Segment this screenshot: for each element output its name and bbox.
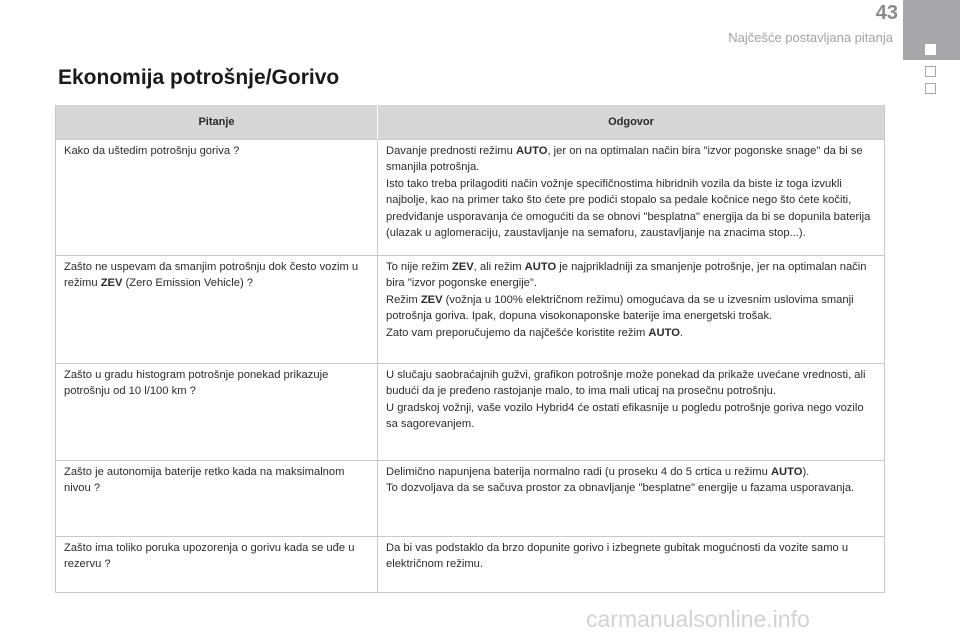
page-title: Ekonomija potrošnje/Gorivo (58, 66, 340, 89)
table-row (56, 139, 884, 255)
answer-cell (378, 140, 884, 255)
text-run: Zašto je autonomija baterije retko kada na maksimalnom nivou ? (64, 466, 345, 495)
text-run: , ali režim (473, 261, 525, 273)
question-cell (56, 140, 378, 255)
text-run: . (679, 326, 684, 339)
text-run: Režim (386, 293, 421, 306)
text-run: Delimično napunjena baterija normalno radi (u proseku 4 do 5 crtica u režimu (386, 466, 771, 478)
question-text (64, 540, 369, 573)
text-run: , jer on na optimalan način bira "izvor pogonske snage" da bi se smanjila potrošnja. (386, 145, 863, 174)
question-cell (56, 364, 378, 460)
text-run: Isto tako treba prilagoditi način vožnje specifičnostima hibridnih vozila da biste iz toga izvukli najbolje, kao na primer tako što ćete pre podići stopalo sa pedale kočnice nego što ćete kočiti, predviđanje usporavanja će omogućiti da se obnovi "besplatna" energija da bi se dopunila baterija (ulazak u aglomeraciju, zaustavljanje na semaforu, zaustavljanje na znacima stop...). (386, 177, 871, 240)
answer-paragraph (386, 143, 876, 176)
text-run: (Zero Emission Vehicle) ? (122, 277, 254, 290)
question-text (64, 464, 369, 497)
emphasis-text: ZEV (420, 293, 443, 306)
table-row (56, 255, 884, 363)
text-run: Zašto u gradu histogram potrošnje ponekad prikazuje potrošnju od 10 l/100 km ? (64, 369, 329, 398)
question-cell (56, 537, 378, 592)
text-run: To nije režim (386, 261, 452, 273)
emphasis-text: ZEV (100, 277, 123, 290)
emphasis-text: AUTO (524, 261, 557, 273)
question-cell (56, 256, 378, 363)
column-header-question: Pitanje (56, 105, 378, 139)
faq-table (55, 105, 885, 593)
text-run: Kako da uštedim potrošnju goriva ? (64, 145, 240, 157)
answer-paragraph (386, 540, 876, 573)
answer-cell (378, 537, 884, 592)
emphasis-text: AUTO (648, 326, 680, 339)
page-number: 43 (875, 2, 898, 24)
answer-cell (378, 364, 884, 460)
text-run: U gradskoj vožnji, vaše vozilo Hybrid4 će ostati efikasnije u pogledu potrošnje goriva nego vozilo sa sagorevanjem. (386, 401, 864, 431)
text-run: (vožnja u 100% električnom režimu) omogućava da se u izvesnim uslovima smanji potrošnja goriva. Ipak, dopuna visokonaponske baterije ima energetski trošak. (386, 293, 854, 323)
answer-paragraph (386, 176, 876, 242)
emphasis-text: AUTO (770, 466, 803, 478)
text-run: Davanje prednosti režimu (386, 145, 516, 157)
text-run: Zato vam preporučujemo da najčešće koristite režim (386, 326, 649, 339)
text-run: Zašto ima toliko poruka upozorenja o gorivu kada se uđe u rezervu ? (64, 542, 355, 571)
text-run: U slučaju saobraćajnih gužvi, grafikon potrošnje može ponekad da prikaže uvećane vrednosti, ali budući da je pređeno rastojanje malo, to ima mali uticaj na prosečnu potrošnju. (386, 369, 866, 398)
question-text (64, 259, 369, 292)
table-row (56, 460, 884, 536)
chapter-marker-icon (925, 83, 936, 94)
text-run: Zašto ne uspevam da smanjim potrošnju dok često vozim u režimu (64, 261, 359, 290)
answer-paragraph (386, 367, 876, 400)
answer-cell (378, 256, 884, 363)
question-text (64, 143, 369, 159)
table-header (55, 105, 885, 139)
text-run: Da bi vas podstaklo da brzo dopunite gorivo i izbegnete gubitak mogućnosti da vozite samo u električnom režimu. (386, 542, 849, 571)
section-title: Najčešće postavljana pitanja (728, 30, 893, 45)
answer-paragraph (386, 259, 876, 292)
emphasis-text: ZEV (451, 261, 474, 273)
text-run: je najprikladniji za smanjenje potrošnje, jer na optimalan način bira "izvor pogonske energije". (386, 261, 867, 290)
answer-paragraph (386, 400, 876, 433)
answer-cell (378, 461, 884, 536)
question-text (64, 367, 369, 400)
answer-paragraph (386, 292, 876, 325)
table-body (55, 139, 885, 593)
answer-paragraph (386, 325, 876, 341)
question-cell (56, 461, 378, 536)
chapter-marker-icon (925, 66, 936, 77)
text-run: To dozvoljava da se sačuva prostor za obnavljanje "besplatne" energije u fazama usporavanja. (386, 482, 855, 495)
table-row (56, 363, 884, 460)
column-header-answer: Odgovor (608, 116, 654, 128)
chapter-marker-active-icon (925, 44, 936, 55)
watermark: carmanualsonline.info (586, 606, 810, 632)
answer-paragraph (386, 464, 876, 480)
emphasis-text: AUTO (515, 145, 548, 157)
text-run: ). (802, 466, 810, 478)
table-row (56, 536, 884, 592)
answer-paragraph (386, 480, 876, 496)
